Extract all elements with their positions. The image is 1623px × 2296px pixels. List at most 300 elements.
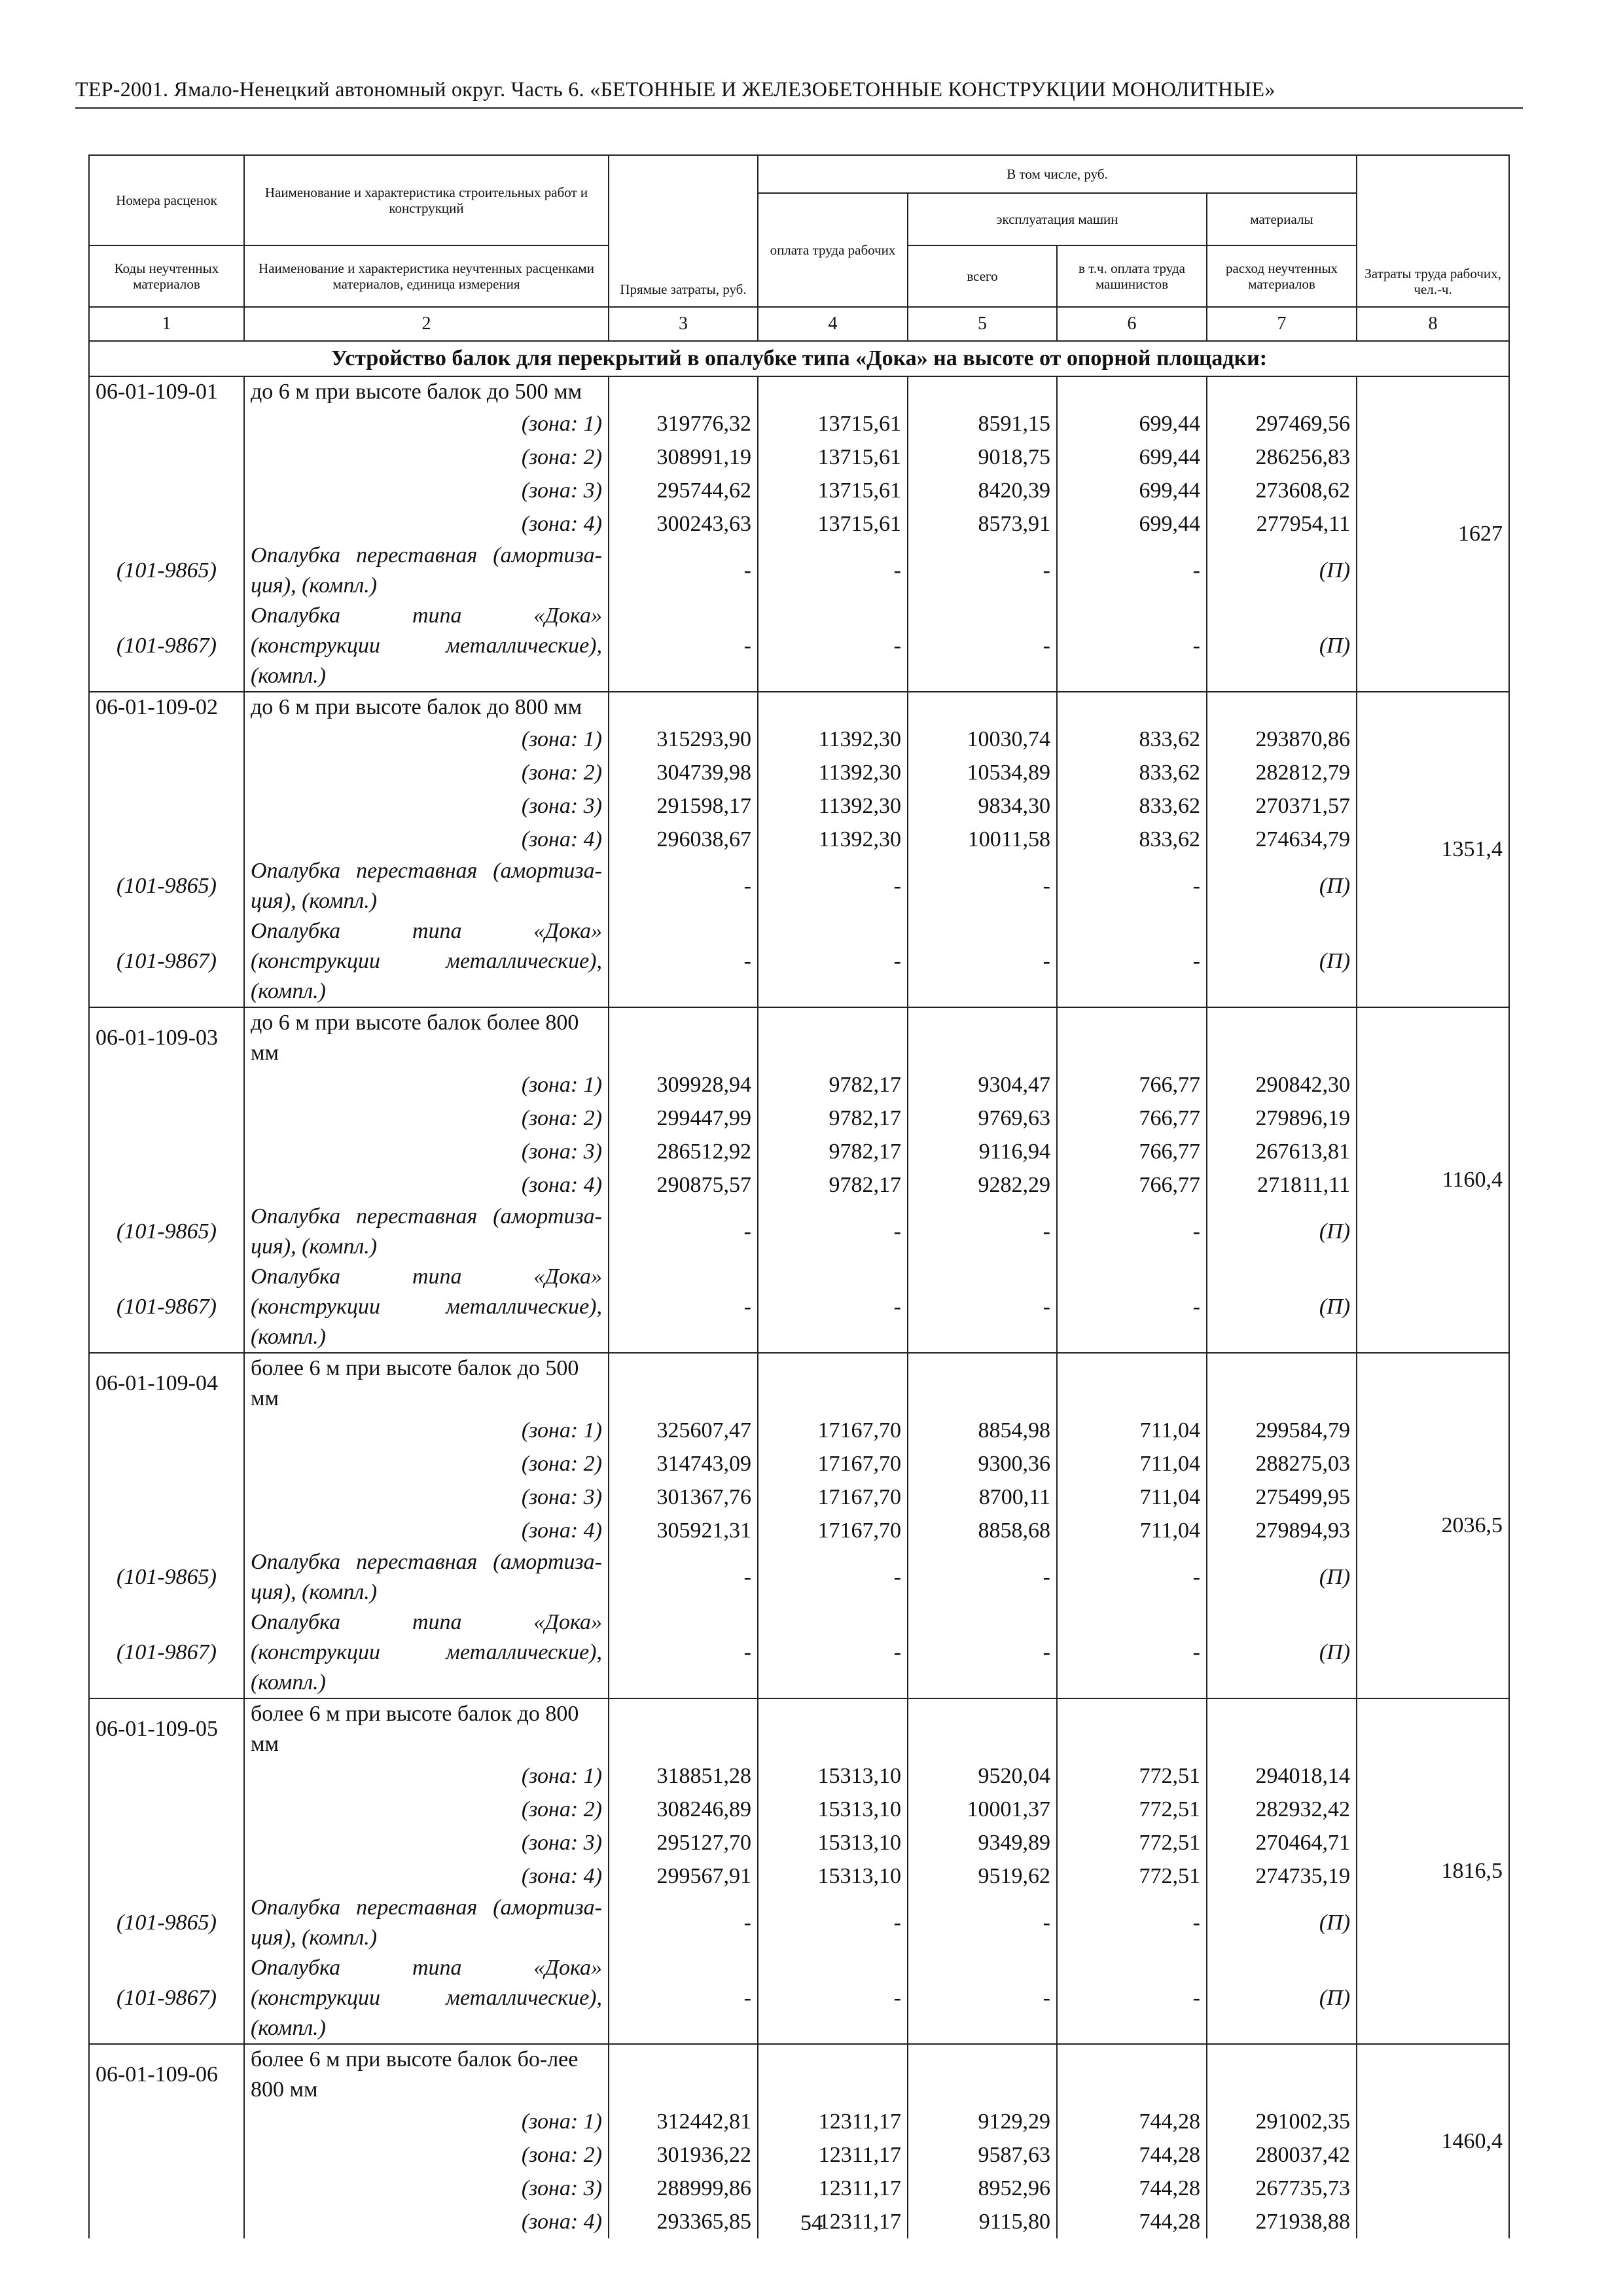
- zone-label: (зона: 1): [244, 2105, 609, 2138]
- direct-cost: 295127,70: [609, 1826, 758, 1859]
- empty-cell: [89, 1414, 244, 1447]
- empty-cell: [758, 376, 908, 407]
- empty-cell: [1207, 376, 1357, 407]
- direct-cost: 299447,99: [609, 1102, 758, 1135]
- zone-row: [89, 789, 1509, 823]
- machinist-wages: 833,62: [1057, 756, 1207, 789]
- zone-label: (зона: 4): [244, 823, 609, 856]
- zone-label: (зона: 2): [244, 440, 609, 474]
- dash-cell: -: [609, 1202, 758, 1262]
- direct-cost: 296038,67: [609, 823, 758, 856]
- empty-cell: [1207, 2044, 1357, 2105]
- table-header: [89, 155, 1509, 341]
- zone-label: (зона: 1): [244, 1068, 609, 1102]
- direct-cost: 301367,76: [609, 1480, 758, 1514]
- materials-cost: 270371,57: [1207, 789, 1357, 823]
- machinist-wages: 833,62: [1057, 789, 1207, 823]
- dash-cell: -: [1057, 541, 1207, 601]
- materials-cost: 274735,19: [1207, 1859, 1357, 1893]
- p-mark: (П): [1207, 1953, 1357, 2044]
- col-mat-codes: Коды неучтенных материалов: [89, 245, 244, 307]
- dash-cell: -: [908, 1607, 1057, 1698]
- rate-row: [89, 692, 1509, 723]
- material-name: Опалубка типа «Дока» (конструкции металлические), (компл.): [244, 1953, 609, 2044]
- empty-cell: [908, 1353, 1057, 1414]
- direct-cost: 314743,09: [609, 1447, 758, 1480]
- wages-cost: 11392,30: [758, 823, 908, 856]
- wages-cost: 15313,10: [758, 1793, 908, 1826]
- zone-label: (зона: 2): [244, 1793, 609, 1826]
- empty-cell: [89, 2138, 244, 2172]
- machines-cost: 10534,89: [908, 756, 1057, 789]
- material-row: [89, 1262, 1509, 1353]
- machines-cost: 8573,91: [908, 507, 1057, 541]
- direct-cost: 304739,98: [609, 756, 758, 789]
- machines-cost: 9304,47: [908, 1068, 1057, 1102]
- wages-cost: 9782,17: [758, 1102, 908, 1135]
- dash-cell: -: [908, 601, 1057, 692]
- col-work-name: Наименование и характеристика строительных работ и конструкций: [244, 155, 609, 245]
- rate-name: более 6 м при высоте балок до 800 мм: [244, 1698, 609, 1759]
- wages-cost: 9782,17: [758, 1168, 908, 1202]
- machines-cost: 9129,29: [908, 2105, 1057, 2138]
- material-name: Опалубка переставная (амортиза-ция), (компл.): [244, 1547, 609, 1607]
- wages-cost: 13715,61: [758, 507, 908, 541]
- machines-cost: 9519,62: [908, 1859, 1057, 1893]
- p-mark: (П): [1207, 1607, 1357, 1698]
- empty-cell: [609, 1353, 758, 1414]
- empty-cell: [89, 756, 244, 789]
- empty-cell: [609, 1698, 758, 1759]
- machinist-wages: 699,44: [1057, 507, 1207, 541]
- materials-cost: 286256,83: [1207, 440, 1357, 474]
- direct-cost: 299567,91: [609, 1859, 758, 1893]
- direct-cost: 319776,32: [609, 407, 758, 440]
- zone-label: (зона: 3): [244, 1480, 609, 1514]
- material-code: (101-9865): [89, 1202, 244, 1262]
- wages-cost: 12311,17: [758, 2105, 908, 2138]
- direct-cost: 308246,89: [609, 1793, 758, 1826]
- materials-cost: 290842,30: [1207, 1068, 1357, 1102]
- material-name: Опалубка типа «Дока» (конструкции металлические), (компл.): [244, 1607, 609, 1698]
- material-name: Опалубка типа «Дока» (конструкции металлические), (компл.): [244, 601, 609, 692]
- empty-cell: [89, 2172, 244, 2205]
- p-mark: (П): [1207, 916, 1357, 1007]
- machines-cost: 9587,63: [908, 2138, 1057, 2172]
- machines-cost: 8420,39: [908, 474, 1057, 507]
- dash-cell: -: [908, 1262, 1057, 1353]
- materials-cost: 282932,42: [1207, 1793, 1357, 1826]
- zone-label: (зона: 3): [244, 474, 609, 507]
- empty-cell: [1057, 2044, 1207, 2105]
- material-row: [89, 601, 1509, 692]
- wages-cost: 17167,70: [758, 1447, 908, 1480]
- empty-cell: [89, 1480, 244, 1514]
- rate-row: [89, 1007, 1509, 1068]
- dash-cell: -: [1057, 1547, 1207, 1607]
- empty-cell: [89, 1793, 244, 1826]
- empty-cell: [89, 1447, 244, 1480]
- dash-cell: -: [609, 1262, 758, 1353]
- material-code: (101-9867): [89, 601, 244, 692]
- empty-cell: [89, 723, 244, 756]
- direct-cost: 286512,92: [609, 1135, 758, 1168]
- zone-row: [89, 474, 1509, 507]
- rate-code: 06-01-109-03: [89, 1007, 244, 1068]
- zone-row: [89, 1514, 1509, 1547]
- zone-row: [89, 407, 1509, 440]
- material-row: [89, 1202, 1509, 1262]
- rate-code: 06-01-109-01: [89, 376, 244, 407]
- rate-name: до 6 м при высоте балок до 500 мм: [244, 376, 609, 407]
- zone-row: [89, 823, 1509, 856]
- p-mark: (П): [1207, 856, 1357, 916]
- zone-row: [89, 723, 1509, 756]
- empty-cell: [89, 407, 244, 440]
- direct-cost: 290875,57: [609, 1168, 758, 1202]
- labor-cost: 1816,5: [1357, 1698, 1509, 2044]
- empty-cell: [89, 1168, 244, 1202]
- rate-code: 06-01-109-05: [89, 1698, 244, 1759]
- machines-cost: 9282,29: [908, 1168, 1057, 1202]
- direct-cost: 318851,28: [609, 1759, 758, 1793]
- zone-label: (зона: 2): [244, 756, 609, 789]
- machines-cost: 9115,80: [908, 2205, 1057, 2238]
- zone-row: [89, 756, 1509, 789]
- page-header: ТЕР-2001. Ямало-Ненецкий автономный округ. Часть 6. «БЕТОННЫЕ И ЖЕЛЕЗОБЕТОННЫЕ КОНСТРУКЦИИ МОНОЛИТНЫЕ»: [75, 77, 1275, 101]
- rate-row: [89, 376, 1509, 407]
- material-code: (101-9867): [89, 1607, 244, 1698]
- empty-cell: [89, 823, 244, 856]
- material-name: Опалубка переставная (амортиза-ция), (компл.): [244, 1202, 609, 1262]
- materials-cost: 267735,73: [1207, 2172, 1357, 2205]
- rates-table: [88, 154, 1510, 2238]
- direct-cost: 300243,63: [609, 507, 758, 541]
- materials-cost: 294018,14: [1207, 1759, 1357, 1793]
- col-mach-wages: в т.ч. оплата труда машинистов: [1057, 245, 1207, 307]
- zone-row: [89, 1168, 1509, 1202]
- zone-label: (зона: 3): [244, 1135, 609, 1168]
- zone-label: (зона: 4): [244, 1859, 609, 1893]
- dash-cell: -: [758, 1953, 908, 2044]
- empty-cell: [1057, 1698, 1207, 1759]
- material-row: [89, 916, 1509, 1007]
- machines-cost: 8952,96: [908, 2172, 1057, 2205]
- machinist-wages: 744,28: [1057, 2172, 1207, 2205]
- col-number: 2: [244, 307, 609, 341]
- col-materials: материалы: [1207, 193, 1357, 245]
- wages-cost: 11392,30: [758, 789, 908, 823]
- empty-cell: [908, 1698, 1057, 1759]
- dash-cell: -: [609, 1953, 758, 2044]
- dash-cell: -: [908, 1202, 1057, 1262]
- zone-row: [89, 2105, 1509, 2138]
- materials-cost: 274634,79: [1207, 823, 1357, 856]
- empty-cell: [908, 692, 1057, 723]
- col-number: 3: [609, 307, 758, 341]
- empty-cell: [89, 789, 244, 823]
- dash-cell: -: [1057, 1953, 1207, 2044]
- material-row: [89, 1953, 1509, 2044]
- zone-row: [89, 1759, 1509, 1793]
- labor-cost: 1460,4: [1357, 2044, 1509, 2238]
- rate-name: более 6 м при высоте балок бо-лее 800 мм: [244, 2044, 609, 2105]
- empty-cell: [1207, 1007, 1357, 1068]
- p-mark: (П): [1207, 1547, 1357, 1607]
- empty-cell: [1057, 692, 1207, 723]
- materials-cost: 288275,03: [1207, 1447, 1357, 1480]
- material-name: Опалубка переставная (амортиза-ция), (компл.): [244, 1893, 609, 1953]
- zone-row: [89, 440, 1509, 474]
- machinist-wages: 711,04: [1057, 1480, 1207, 1514]
- empty-cell: [1057, 376, 1207, 407]
- direct-cost: 305921,31: [609, 1514, 758, 1547]
- labor-cost: 2036,5: [1357, 1353, 1509, 1698]
- dash-cell: -: [908, 1893, 1057, 1953]
- dash-cell: -: [1057, 1607, 1207, 1698]
- empty-cell: [89, 1759, 244, 1793]
- rate-row: [89, 1698, 1509, 1759]
- dash-cell: -: [758, 601, 908, 692]
- wages-cost: 11392,30: [758, 723, 908, 756]
- col-mat-consumption: расход неучтенных материалов: [1207, 245, 1357, 307]
- empty-cell: [1207, 1698, 1357, 1759]
- wages-cost: 9782,17: [758, 1068, 908, 1102]
- material-code: (101-9867): [89, 916, 244, 1007]
- materials-cost: 271938,88: [1207, 2205, 1357, 2238]
- material-code: (101-9865): [89, 541, 244, 601]
- col-machines: эксплуатация машин: [908, 193, 1207, 245]
- col-number: 5: [908, 307, 1057, 341]
- zone-row: [89, 1068, 1509, 1102]
- materials-cost: 282812,79: [1207, 756, 1357, 789]
- material-row: [89, 856, 1509, 916]
- dash-cell: -: [609, 541, 758, 601]
- material-code: (101-9865): [89, 856, 244, 916]
- machinist-wages: 766,77: [1057, 1135, 1207, 1168]
- empty-cell: [908, 376, 1057, 407]
- machines-cost: 10001,37: [908, 1793, 1057, 1826]
- empty-cell: [89, 1102, 244, 1135]
- col-rates-no: Номера расценок: [89, 155, 244, 245]
- empty-cell: [609, 1007, 758, 1068]
- col-number: 8: [1357, 307, 1509, 341]
- dash-cell: -: [908, 1953, 1057, 2044]
- wages-cost: 13715,61: [758, 474, 908, 507]
- machinist-wages: 772,51: [1057, 1793, 1207, 1826]
- col-mach-total: всего: [908, 245, 1057, 307]
- dash-cell: -: [1057, 1893, 1207, 1953]
- materials-cost: 271811,11: [1207, 1168, 1357, 1202]
- machinist-wages: 833,62: [1057, 723, 1207, 756]
- machinist-wages: 699,44: [1057, 474, 1207, 507]
- zone-row: [89, 1480, 1509, 1514]
- machinist-wages: 833,62: [1057, 823, 1207, 856]
- table-body: [89, 341, 1509, 2238]
- dash-cell: -: [758, 1262, 908, 1353]
- materials-cost: 270464,71: [1207, 1826, 1357, 1859]
- col-direct: Прямые затраты, руб.: [609, 155, 758, 307]
- zone-label: (зона: 2): [244, 1102, 609, 1135]
- machines-cost: 9349,89: [908, 1826, 1057, 1859]
- material-name: Опалубка типа «Дока» (конструкции металлические), (компл.): [244, 1262, 609, 1353]
- empty-cell: [89, 474, 244, 507]
- material-name: Опалубка типа «Дока» (конструкции металлические), (компл.): [244, 916, 609, 1007]
- p-mark: (П): [1207, 1262, 1357, 1353]
- machinist-wages: 772,51: [1057, 1759, 1207, 1793]
- page-number: 54: [800, 2211, 823, 2235]
- dash-cell: -: [908, 1547, 1057, 1607]
- dash-cell: -: [758, 541, 908, 601]
- material-name: Опалубка переставная (амортиза-ция), (компл.): [244, 856, 609, 916]
- empty-cell: [89, 1859, 244, 1893]
- machines-cost: 8591,15: [908, 407, 1057, 440]
- zone-label: (зона: 1): [244, 1414, 609, 1447]
- rate-code: 06-01-109-06: [89, 2044, 244, 2105]
- dash-cell: -: [1057, 1262, 1207, 1353]
- materials-cost: 279896,19: [1207, 1102, 1357, 1135]
- dash-cell: -: [609, 1893, 758, 1953]
- empty-cell: [908, 1007, 1057, 1068]
- rate-name: до 6 м при высоте балок более 800 мм: [244, 1007, 609, 1068]
- empty-cell: [89, 507, 244, 541]
- empty-cell: [89, 440, 244, 474]
- zone-row: [89, 2138, 1509, 2172]
- p-mark: (П): [1207, 541, 1357, 601]
- materials-cost: 273608,62: [1207, 474, 1357, 507]
- direct-cost: 293365,85: [609, 2205, 758, 2238]
- materials-cost: 280037,42: [1207, 2138, 1357, 2172]
- machines-cost: 10011,58: [908, 823, 1057, 856]
- wages-cost: 13715,61: [758, 407, 908, 440]
- zone-row: [89, 1102, 1509, 1135]
- empty-cell: [758, 2044, 908, 2105]
- dash-cell: -: [758, 1893, 908, 1953]
- dash-cell: -: [609, 916, 758, 1007]
- zone-row: [89, 1793, 1509, 1826]
- machinist-wages: 744,28: [1057, 2205, 1207, 2238]
- machines-cost: 10030,74: [908, 723, 1057, 756]
- empty-cell: [609, 376, 758, 407]
- wages-cost: 17167,70: [758, 1480, 908, 1514]
- zone-label: (зона: 1): [244, 723, 609, 756]
- direct-cost: 315293,90: [609, 723, 758, 756]
- material-row: [89, 541, 1509, 601]
- dash-cell: -: [908, 916, 1057, 1007]
- wages-cost: 12311,17: [758, 2172, 908, 2205]
- materials-cost: 267613,81: [1207, 1135, 1357, 1168]
- machinist-wages: 772,51: [1057, 1826, 1207, 1859]
- direct-cost: 301936,22: [609, 2138, 758, 2172]
- empty-cell: [758, 1007, 908, 1068]
- zone-label: (зона: 4): [244, 507, 609, 541]
- p-mark: (П): [1207, 1893, 1357, 1953]
- materials-cost: 293870,86: [1207, 723, 1357, 756]
- empty-cell: [89, 2105, 244, 2138]
- dash-cell: -: [609, 856, 758, 916]
- rate-row: [89, 2044, 1509, 2105]
- machines-cost: 9520,04: [908, 1759, 1057, 1793]
- dash-cell: -: [758, 1202, 908, 1262]
- machinist-wages: 744,28: [1057, 2138, 1207, 2172]
- machines-cost: 8700,11: [908, 1480, 1057, 1514]
- dash-cell: -: [758, 1547, 908, 1607]
- empty-cell: [1057, 1353, 1207, 1414]
- zone-label: (зона: 1): [244, 407, 609, 440]
- material-code: (101-9867): [89, 1953, 244, 2044]
- zone-row: [89, 1135, 1509, 1168]
- material-code: (101-9865): [89, 1547, 244, 1607]
- materials-cost: 279894,93: [1207, 1514, 1357, 1547]
- labor-cost: 1351,4: [1357, 692, 1509, 1007]
- materials-cost: 291002,35: [1207, 2105, 1357, 2138]
- wages-cost: 11392,30: [758, 756, 908, 789]
- dash-cell: -: [1057, 916, 1207, 1007]
- wages-cost: 15313,10: [758, 1859, 908, 1893]
- col-labor: Затраты труда рабочих, чел.-ч.: [1357, 155, 1509, 307]
- material-code: (101-9865): [89, 1893, 244, 1953]
- machinist-wages: 711,04: [1057, 1447, 1207, 1480]
- wages-cost: 15313,10: [758, 1826, 908, 1859]
- zone-label: (зона: 4): [244, 1168, 609, 1202]
- zone-row: [89, 2172, 1509, 2205]
- dash-cell: -: [609, 1607, 758, 1698]
- empty-cell: [1207, 1353, 1357, 1414]
- machinist-wages: 772,51: [1057, 1859, 1207, 1893]
- wages-cost: 17167,70: [758, 1414, 908, 1447]
- machines-cost: 8858,68: [908, 1514, 1057, 1547]
- zone-label: (зона: 4): [244, 1514, 609, 1547]
- section-title: Устройство балок для перекрытий в опалубке типа «Дока» на высоте от опорной площадки:: [89, 341, 1509, 376]
- zone-row: [89, 1826, 1509, 1859]
- dash-cell: -: [758, 1607, 908, 1698]
- col-number: 4: [758, 307, 908, 341]
- rate-code: 06-01-109-04: [89, 1353, 244, 1414]
- empty-cell: [609, 2044, 758, 2105]
- zone-label: (зона: 3): [244, 1826, 609, 1859]
- direct-cost: 325607,47: [609, 1414, 758, 1447]
- col-mat-names: Наименование и характеристика неучтенных расценками материалов, единица измерения: [244, 245, 609, 307]
- col-number: 6: [1057, 307, 1207, 341]
- materials-cost: 299584,79: [1207, 1414, 1357, 1447]
- dash-cell: -: [1057, 1202, 1207, 1262]
- machinist-wages: 766,77: [1057, 1102, 1207, 1135]
- direct-cost: 295744,62: [609, 474, 758, 507]
- machines-cost: 9018,75: [908, 440, 1057, 474]
- machinist-wages: 766,77: [1057, 1168, 1207, 1202]
- materials-cost: 275499,95: [1207, 1480, 1357, 1514]
- machines-cost: 9116,94: [908, 1135, 1057, 1168]
- zone-label: (зона: 3): [244, 2172, 609, 2205]
- empty-cell: [89, 1514, 244, 1547]
- material-row: [89, 1893, 1509, 1953]
- col-number: 7: [1207, 307, 1357, 341]
- dash-cell: -: [1057, 601, 1207, 692]
- machinist-wages: 711,04: [1057, 1414, 1207, 1447]
- zone-label: (зона: 3): [244, 789, 609, 823]
- zone-row: [89, 1859, 1509, 1893]
- rate-code: 06-01-109-02: [89, 692, 244, 723]
- dash-cell: -: [908, 541, 1057, 601]
- zone-label: (зона: 2): [244, 1447, 609, 1480]
- empty-cell: [609, 692, 758, 723]
- rate-row: [89, 1353, 1509, 1414]
- empty-cell: [89, 1826, 244, 1859]
- empty-cell: [758, 692, 908, 723]
- direct-cost: 308991,19: [609, 440, 758, 474]
- zone-label: (зона: 2): [244, 2138, 609, 2172]
- labor-cost: 1160,4: [1357, 1007, 1509, 1353]
